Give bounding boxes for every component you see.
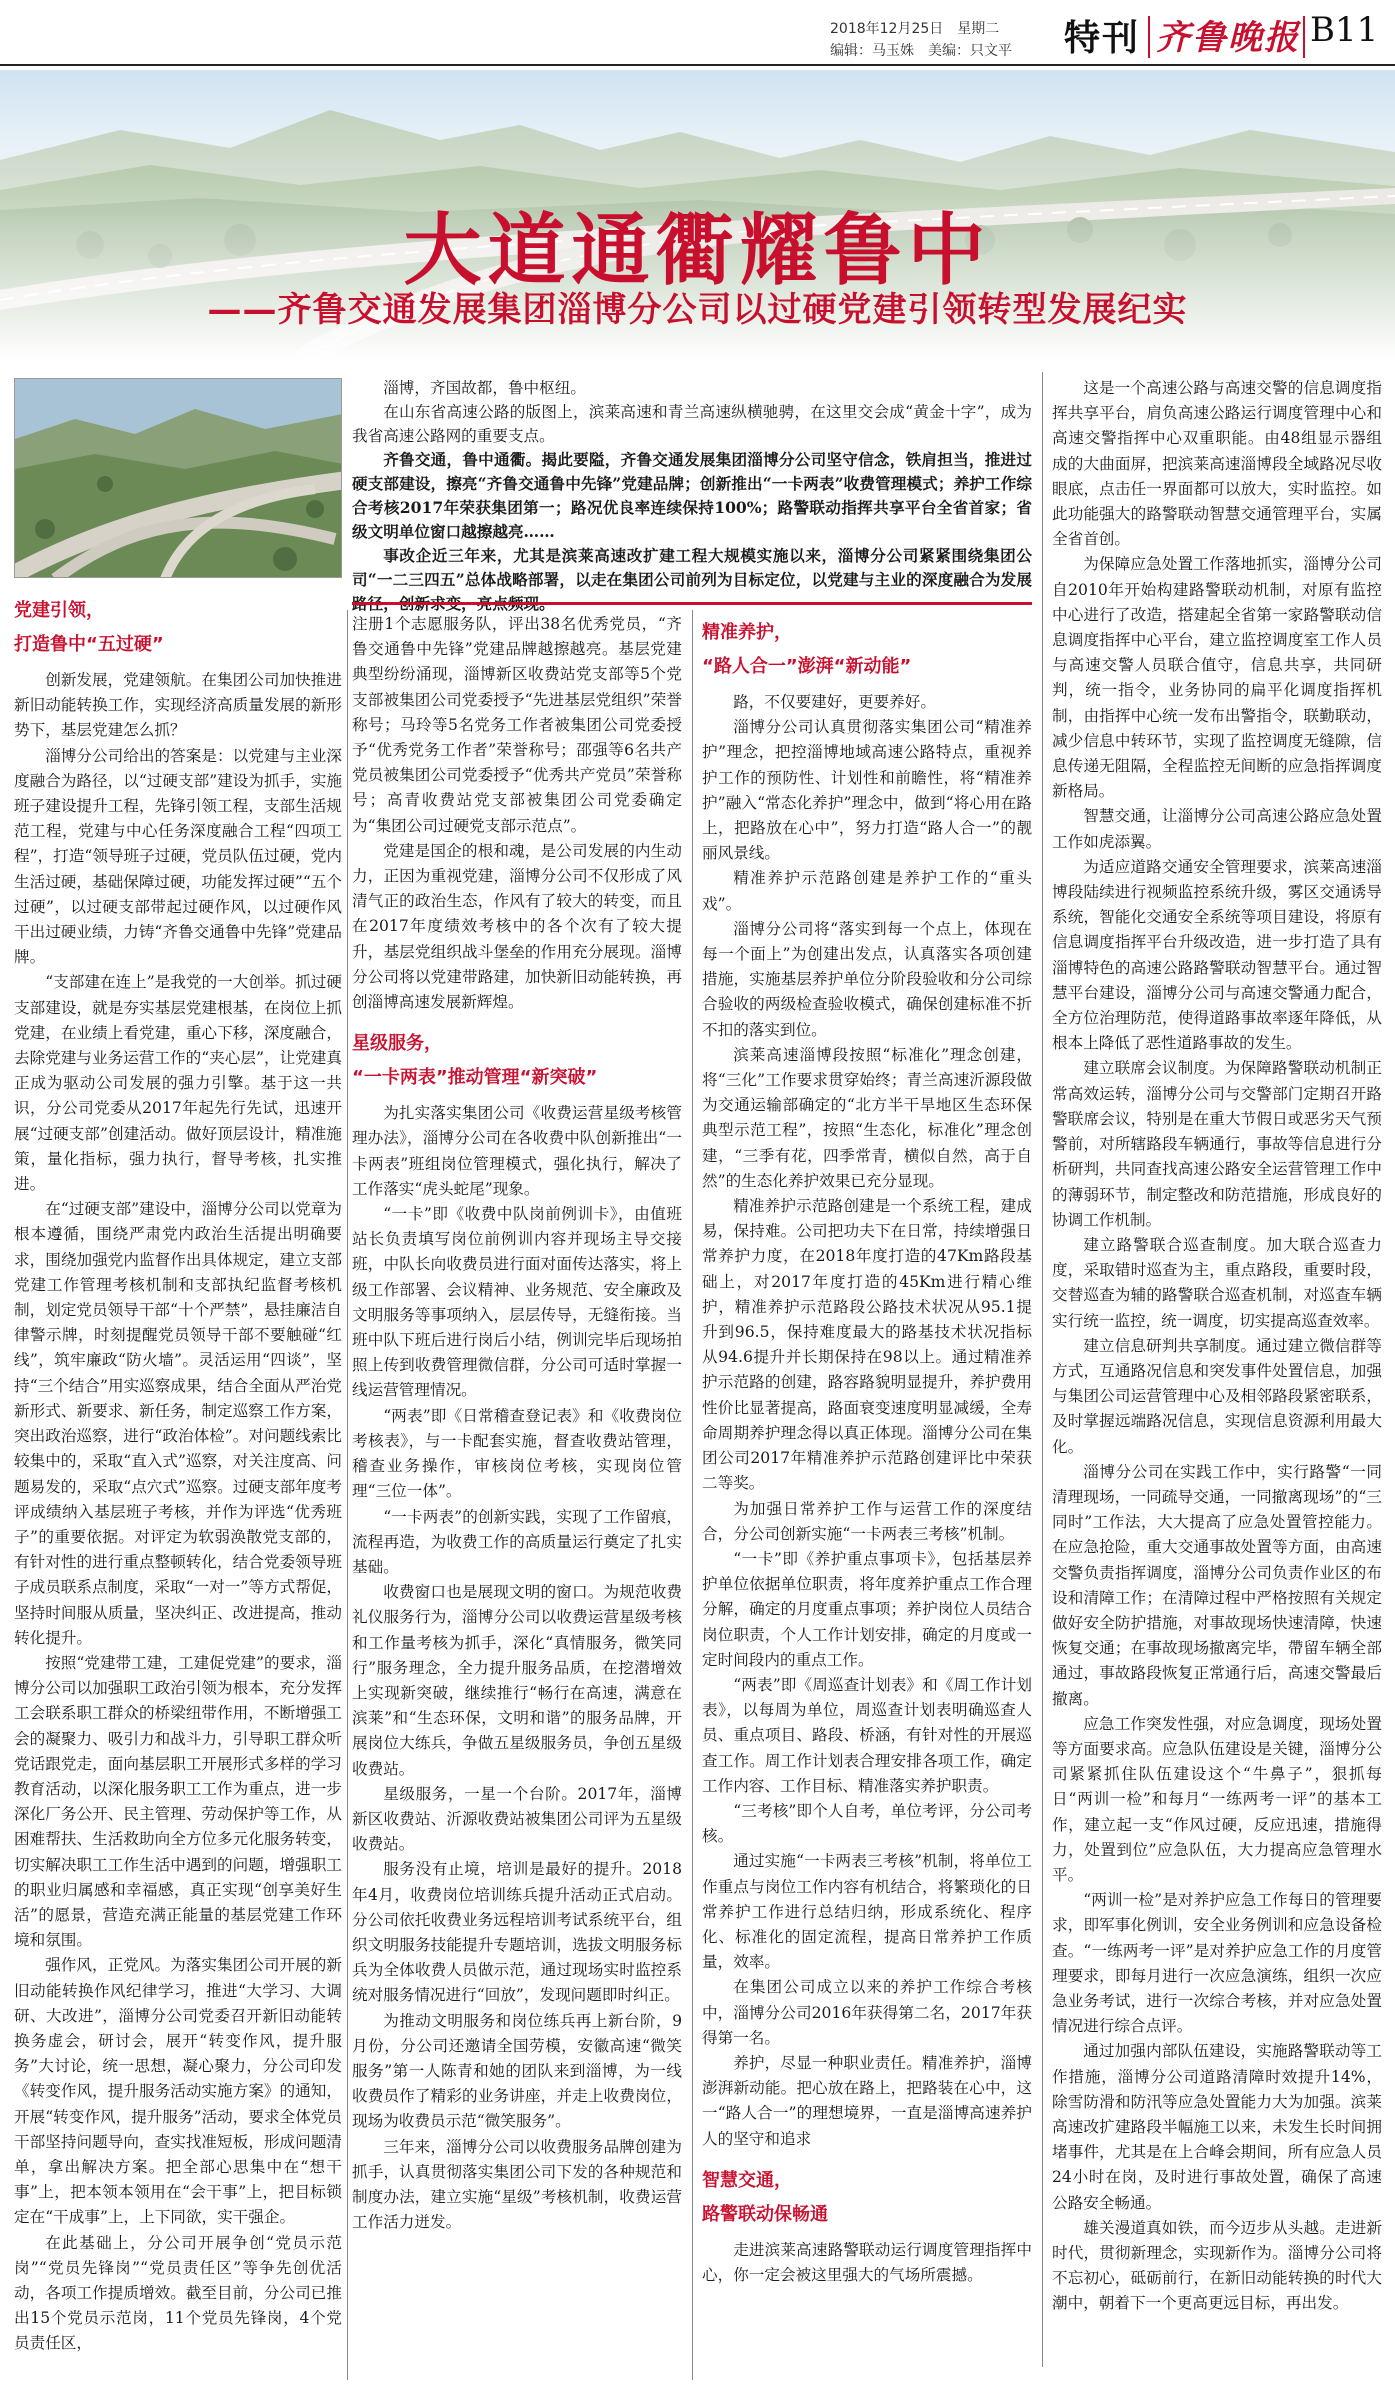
body-paragraph: 淄博分公司给出的答案是：以党建与主业深度融合为路径，以“过硬支部”建设为抓手，实施班子建设提升工程，先锋引领工程，支部生活规范工程，党建与中心任务深度融合工程“四项工程”，打造“领导班子过硬，党员队伍过硬，党内生活过硬，基础保障过硬，功能发挥过硬”“五个过硬”，以过硬支部带起过硬作风，以过硬作风干出过硬业绩，力铸“齐鲁交通鲁中先锋”党建品牌。 [14, 746, 342, 967]
body-paragraph: 建立信息研判共享制度。通过建立微信群等方式，互通路况信息和突发事件处置信息，加强与集团公司运营管理中心及相邻路段紧密联系，及时掌握远端路况信息，实现信息资源利用最大化。 [1052, 1336, 1382, 1456]
column-divider [1042, 372, 1043, 2367]
section-heading: 智慧交通， [702, 2169, 792, 2191]
section-heading: 星级服务， [352, 1033, 442, 1055]
body-paragraph: 淄博分公司将“落实到每一个点上，体现在每一个面上”为创建出发点，认真落实各项创建措施，实施基层养护单位分阶段验收和分公司综合验收的两级检查验收模式，确保创建标准不折不扣的落实到位。 [702, 919, 1032, 1039]
body-paragraph: 服务没有止境，培训是最好的提升。2018年4月，收费岗位培训练兵提升活动正式启动。分公司依托收费业务远程培训考试系统平台，组织文明服务技能提升专题培训，选拔文明服务标兵为全体收费人员做示范，通过现场实时监控系统对服务情况进行“回放”，发现问题即时纠正。 [352, 1860, 682, 2005]
date-line: 2018年12月25日 星期二 [830, 21, 1000, 37]
body-paragraph: 为扎实落实集团公司《收费运营星级考核管理办法》，淄博分公司在各收费中队创新推出“一卡两表”班组岗位管理模式，强化执行，解决了工作落实“虎头蛇尾”现象。 [352, 1104, 682, 1198]
section-heading: 精准养护， [702, 622, 792, 643]
body-paragraph: 通过实施“一卡两表三考核”机制，将单位工作重点与岗位工作内容有机结合，将繁琐化的日常养护工作进行总结归纳，形成系统化、程序化、标准化的固定流程，提高日常养护工作质量，效率。 [702, 1852, 1032, 1972]
body-paragraph: 三年来，淄博分公司以收费服务品牌创建为抓手，认真贯彻落实集团公司下发的各种规范和制度办法，建立实施“星级”考核机制，收费运营工作活力迸发。 [352, 2137, 682, 2232]
issue-info [830, 18, 1060, 62]
lead-paragraph: 淄博，齐国故都，鲁中枢纽。 [383, 379, 586, 397]
divider [1148, 16, 1150, 58]
body-paragraph: 星级服务，一星一个台阶。2017年，淄博新区收费站、沂源收费站被集团公司评为五星级收费站。 [352, 1784, 682, 1854]
interchange-photo-illustration [15, 379, 342, 578]
divider [1303, 16, 1305, 58]
body-paragraph: 淄博分公司认真贯彻落实集团公司“精准养护”理念，把控淄博地域高速公路特点，重视养护工作的预防性、计划性和前瞻性，将“精准养护”融入“常态化养护”理念中，做到“将心用在路上，把路放在心中”，努力打造“路人合一”的靓丽风景线。 [702, 718, 1032, 863]
body-paragraph: 创新发展，党建领航。在集团公司加快推进新旧动能转换工作，实现经济高质量发展的新形势下，基层党建怎么抓？ [14, 671, 342, 740]
lead-rule [352, 602, 1032, 605]
body-paragraph: 为推动文明服务和岗位练兵再上新台阶，9月份，分公司还邀请全国劳模，安徽高速“微笑服务”第一人陈青和她的团队来到淄博，为一线收费员作了精彩的业务讲座，并走上收费岗位，现场为收费员示范“微笑服务”。 [352, 2011, 682, 2131]
section-heading: “路人合一”澎湃“新动能” [702, 656, 912, 677]
body-paragraph: 精准养护示范路创建是养护工作的“重头戏”。 [702, 869, 1032, 913]
lead-paragraph: 事改企近三年来，尤其是滨莱高速改扩建工程大规模实施以来，淄博分公司紧紧围绕集团公司“一二三四五”总体战略部署，以走在集团公司前列为目标定位，以党建与主业的深度融合为发展 [352, 546, 1032, 589]
body-paragraph: “一卡”即《收费中队岗前例训卡》，由值班站长负责填写岗位前例训内容并现场主导交接班，中队长向收费员进行面对面传达落实，将上级工作部署、会议精神、业务规范、安全廉政及文明服务等事项纳入，层层传导，无缝衔接。当班中队下班后进行岗后小结，例训完毕后现场拍照上传到收费管理微信群，分公司可适时掌握一线运营管理情况。 [352, 1205, 682, 1400]
body-paragraph: 为适应道路交通安全管理要求，滨莱高速淄博段陆续进行视频监控系统升级，雾区交通诱导系统，智能化交通安全系统等项目建设，将原有信息调度指挥平台升级改造，进一步打造了具有淄博特色的高速公路路警联动智慧平台。通过智慧平台建设，淄博分公司与高速交警通力配合，全方位治理防范，使得道路事故率逐年降低，从根本上降低了恶性道路事故的发生。 [1052, 857, 1382, 1053]
body-paragraph: 按照“党建带工建，工建促党建”的要求，淄博分公司以加强职工政治引领为根本，充分发挥工会联系职工群众的桥梁纽带作用，不断增强工会的凝聚力、吸引力和战斗力，引导职工群众听党话跟党走，面向基层职工开展形式多样的学习教育活动，以深化服务职工工作为重点，进一步深化厂务公开、民主管理、劳动保护等工作，从困难帮扶、生活救助向全方位多元化服务转变，切实解决职工工作生活中遇到的问题，增强职工的职业归属感和幸福感，真正实现“创享美好生活”的愿景，营造充满正能量的基层党建工作环境和氛围。 [14, 1653, 342, 1950]
body-paragraph: “一卡两表”的创新实践，实现了工作留痕，流程再造，为收费工作的高质量运行奠定了扎实基础。 [352, 1507, 682, 1576]
lead-paragraphs [352, 372, 1032, 600]
lead-photo [14, 378, 342, 578]
masthead-rule [0, 64, 1395, 66]
body-paragraph: “两表”即《日常稽查登记表》和《收费岗位考核表》，与一卡配套实施，督查收费站管理，稽查业务操作，审核岗位考核，实现岗位管理“三位一体”。 [352, 1406, 682, 1501]
body-paragraph: 为加强日常养护工作与运营工作的深度结合，分公司创新实施“一卡两表三考核”机制。 [702, 1499, 1032, 1543]
body-paragraph: 在集团公司成立以来的养护工作综合考核中，淄博分公司2016年获得第二名，2017年获得第一名。 [702, 1978, 1032, 2047]
body-paragraph: 路，不仅要建好，更要养好。 [733, 693, 936, 711]
body-paragraph: 通过加强内部队伍建设，实施路警联动等工作措施，淄博分公司道路清障时效提升14%，除雪防滑和防汛等应急处置能力大为加强。滨莱高速改扩建路段半幅施工以来，未发生长时间拥堵事件，尤其是在上合峰会期间，所有应急人员24小时在岗，及时进行事故处置，确保了高速公路安全畅通。 [1052, 2042, 1382, 2212]
masthead [0, 0, 1395, 70]
body-paragraph: 应急工作突发性强，对应急调度，现场处置等方面要求高。应急队伍建设是关键，淄博分公司紧紧抓住队伍建设这个“牛鼻子”，狠抓每日“两训一检”和每月“一练两考一评”的基本工作，建立起一支“作风过硬，反应迅速，措施得力，处置到位”应急队伍，大力提高应急管理水平。 [1052, 1714, 1382, 1884]
body-paragraph: 注册1个志愿服务队，评出38名优秀党员，“齐鲁交通鲁中先锋”党建品牌越擦越亮。基层党建典型纷纷涌现，淄博新区收费站党支部等5个党支部被集团公司党委授予“先进基层党组织”荣誉称号；马玲等5名党务工作者被集团公司党委授予“优秀党务工作者”荣誉称号；邵强等6名共产党员被集团公司党委授予“优秀共产党员”荣誉称号；高青收费站党支部被集团公司党委确定为“集团公司过硬党支部示范点”。 [352, 615, 682, 835]
body-paragraph: 精准养护示范路创建是一个系统工程，建成易，保持难。公司把功夫下在日常，持续增强日常养护力度，在2018年度打造的47Km路段基础上，对2017年度打造的45Km进行精心维护，精准养护示范路段公路技术状况从95.1提升到96.5，保持难度最大的路基技术状况指标从94.6提升并长期保持在98以上。通过精准养护示范路的创建，路容路貌明显提升，养护费用性价比显著提高，路面衰变速度明显减缓，全寿命周期养护理念得以真正体现。淄博分公司在集团公司2017年精准养护示范路创建评比中荣获二等奖。 [702, 1197, 1032, 1493]
body-paragraph: “两训一检”是对养护应急工作每日的管理要求，即军事化例训，安全业务例训和应急设备检查。“一练两考一评”是对养护应急工作的月度管理要求，即每月进行一次应急演练，组织一次应急业务考试，进行一次综合考核，并对应急处置情况进行综合点评。 [1052, 1891, 1382, 2036]
column-3 [702, 612, 1032, 2382]
subheadline: ——齐鲁交通发展集团淄博分公司以过硬党建引领转型发展纪实 [207, 290, 1188, 330]
body-paragraph: “一卡”即《养护重点事项卡》，包括基层养护单位依据单位职责，将年度养护重点工作合理分解，确定的月度重点事项；养护岗位人员结合岗位职责，个人工作计划安排，确定的月度或一定时间段内的重点工作。 [702, 1549, 1032, 1669]
body-paragraph: 淄博分公司在实践工作中，实行路警“一同清理现场，一同疏导交通，一同撤离现场”的“三同时”工作法，大大提高了应急处置管控能力。在应急抢险，重大交通事故处置等方面，由高速交警负责指挥调度，淄博分公司负责作业区的布设和清障工作；在清障过程中严格按照有关规定做好安全防护措施，对事故现场快速清障，快速恢复交通；在事故现场撤离完毕，帶留车辆全部通过，事故路段恢复正常通行后，高速交警最后撤离。 [1052, 1462, 1382, 1708]
body-paragraph: “支部建在连上”是我党的一大创举。抓过硬支部建设，就是夯实基层党建根基，在岗位上抓党建，在业绩上看党建，重心下移，深度融合，去除党建与业务运营工作的“夹心层”，让党建真正成为驱动公司发展的强力引擎。基于这一共识，分公司党委从2017年起先行先试，迅速开展“过硬支部”创建活动。做好顶层设计，精准施策，量化指标，强力执行，督导考核，扎实推进。 [14, 973, 342, 1194]
section-heading: 路警联动保畅通 [702, 2203, 828, 2225]
body-paragraph: 强作风，正党风。为落实集团公司开展的新旧动能转换作风纪律学习，推进“大学习、大调研、大改进”，淄博分公司党委召开新旧动能转换务虚会，研讨会，展开“转变作风，提升服务”大讨论，统一思想，凝心聚力，分公司印发《转变作风，提升服务活动实施方案》的通知，开展“转变作风，提升服务”活动，要求全体党员干部坚持问题导向，查实找准短板，形成问题清单，拿出解决方案。把全部心思集中在“想干事”上，把本领本领用在“会干事”上，把目标锁定在“干成事”上，上下同欲，实干强企。 [14, 1956, 342, 2227]
body-paragraph: 智慧交通，让淄博分公司高速公路应急处置工作如虎添翼。 [1052, 807, 1382, 851]
body-paragraph: 建立路警联合巡查制度。加大联合巡查力度，采取错时巡查为主，重点路段，重要时段，交替巡查为辅的路警联合巡查机制，对巡查车辆实行统一监控，统一调度，切实提高巡查效率。 [1052, 1235, 1382, 1330]
body-paragraph: 收费窗口也是展现文明的窗口。为规范收费礼仪服务行为，淄博分公司以收费运营星级考核和工作量考核为抓手，深化“真情服务，微笑同行”服务理念，全力提升服务品质，在挖潜增效上实现新突破，继续推行“畅行在高速，满意在滨莱”和“生态环保，文明和谐”的服务品牌，开展岗位大练兵，争做五星级服务员，争创五星级收费站。 [352, 1583, 682, 1778]
page-number: B11 [1310, 10, 1379, 50]
body-paragraph: 在“过硬支部”建设中，淄博分公司以党章为根本遵循，围绕严肃党内政治生活提出明确要求，围绕加强党内监督作出具体规定，建立支部党建工作管理考核机制和支部执纪监督考核机制，划定党员领导干部“十个严禁”，悬挂廉洁自律警示牌，时刻提醒党员领导干部不要触碰“红线”，筑牢廉政“防火墙”。灵活运用“四谈”，坚持“三个结合”用实巡察成果，结合全面从严治党新形式、新要求、新任务，制定巡察工作方案，突出政治巡察，进行“政治体检”。对问题线索比较集中的，采取“直入式”巡察，对关注度高、问题易发的，采取“点穴式”巡察。过硬支部年度考评成绩纳入基层班子考核，并作为评选“优秀班子”的重要依据。对评定为软弱涣散党支部的，有针对性的进行重点整顿转化，结合党委领导班子成员联系点制度，采取“一对一”等方式帮促，坚持时间服从质量，坚决纠正、改进提高，推动转化提升。 [14, 1200, 342, 1647]
body-paragraph: 建立联席会议制度。为保障路警联动机制正常高效运转，淄博分公司与交警部门定期召开路警联席会议，特别是在重大节假日或恶劣天气预警前，对所辖路段车辆通行，事故等信息进行分析研判，共同查找高速公路安全运营管理工作中的薄弱环节，制定整改和防范措施，形成良好的协调工作机制。 [1052, 1059, 1382, 1229]
section-name: 特刊 [1064, 18, 1141, 59]
body-paragraph: 滨莱高速淄博段按照“标准化”理念创建，将“三化”工作要求贯穿始终；青兰高速沂源段做为交通运输部确定的“北方半干旱地区生态环保典型示范工程”，按照“生态化，标准化”理念创建，“三季有花，四季常青，横似自然，高于自然”的生态化养护效果已充分显现。 [702, 1045, 1032, 1190]
body-paragraph: 养护，尽显一种职业责任。精准养护，淄博澎湃新动能。把心放在路上，把路装在心中，这一“路人合一”的理想境界，一直是淄博高速养护人的坚守和追求 [702, 2053, 1032, 2148]
body-paragraph: “三考核”即个人自考，单位考评，分公司考核。 [702, 1801, 1032, 1846]
column-2 [352, 612, 682, 2382]
section-heading: 打造鲁中“五过硬” [14, 634, 164, 655]
body-paragraph: 这是一个高速公路与高速交警的信息调度指挥共享平台，肩负高速公路运行调度管理中心和高速交警指挥中心双重职能。由48组显示器组成的大曲面屏，把滨莱高速淄博段全域路况尽收眼底，点击任一界面都可以放大，实时监控。如此功能强大的路警联动智慧交通管理平台，实属全省首创。 [1052, 379, 1382, 549]
column-divider [347, 610, 348, 2380]
body-paragraph: “两表”即《周巡查计划表》和《周工作计划表》，以每周为单位，周巡查计划表明确巡查人员、重点项目、路段、桥涵，有针对性的开展巡查工作。周工作计划表合理安排各项工作，确定工作内容、工作目标、精准落实养护职责。 [702, 1675, 1032, 1795]
body-paragraph: 在此基础上，分公司开展争创“党员示范岗”“党员先锋岗”“党员责任区”等争先创优活动，各项工作提质增效。截至目前，分公司已推出15个党员示范岗，11个党员先锋岗，4个党员责任区， [14, 2233, 342, 2353]
section-heading: “一卡两表”推动管理“新突破” [352, 1067, 598, 1089]
headline: 大道通衢耀鲁中 [403, 206, 992, 296]
newspaper-logo: 齐鲁晚报 [1156, 18, 1300, 58]
body-paragraph: 党建是国企的根和魂，是公司发展的内生动力，正因为重视党建，淄博分公司不仅形成了风清气正的政治生态，作风有了较大的转变，而且在2017年度绩效考核中的各个次有了较大提升，基层党组织战斗堡垒的作用充分展现。淄博分公司将以党建带路建，加快新旧动能转换，再创淄博高速发展新辉煌。 [352, 841, 682, 1012]
lead-paragraph: 在山东省高速公路的版图上，滨莱高速和青兰高速纵横驰骋，在这里交会成“黄金十字”，成为我省高速公路网的重要支点。 [352, 403, 1032, 445]
column-4 [1052, 376, 1382, 2381]
lead-paragraph: 齐鲁交通，鲁中通衢。揭此要隘，齐鲁交通发展集团淄博分公司坚守信念，铁肩担当，推进过硬支部建设，擦亮“齐鲁交通鲁中先锋”党建品牌；创新推出“一卡两表”收费管理模式；养护工作综合考核2017年荣获集团第一；路况优良率连续保持100%；路警联动指挥共享平台全省首家；省级文明单位窗口越擦越亮…… [352, 450, 1032, 541]
editor-line: 编辑：马玉姝 美编：只文平 [830, 43, 1012, 59]
section-heading: 党建引领， [14, 600, 104, 621]
body-paragraph: 走进滨莱高速路警联动运行调度管理指挥中心，你一定会被这里强大的气场所震撼。 [702, 2240, 1032, 2284]
column-divider [692, 610, 693, 2380]
body-paragraph: 雄关漫道真如铁，而今迈步从头越。走进新时代，贯彻新理念，实现新作为。淄博分公司将不忘初心，砥砺前行，在新旧动能转换的时代大潮中，朝着下一个更高更远目标，再出发。 [1052, 2218, 1382, 2313]
body-paragraph: 为保障应急处置工作落地抓实，淄博分公司自2010年开始构建路警联动机制，对原有监控中心进行了改造，搭建起全省第一家路警联动信息调度指挥中心平台，建立监控调度室工作人员与高速交警人员联合值守，信息共享，共同研判，统一指令，业务协同的扁平化调度指挥机制，由指挥中心统一发布出警指令，联勤联动，减少信息中转环节，实现了监控调度无缝隙，信息传递无阻隔，全程监控无间断的应急指挥调度新格局。 [1052, 555, 1382, 801]
column-1 [14, 590, 342, 2380]
